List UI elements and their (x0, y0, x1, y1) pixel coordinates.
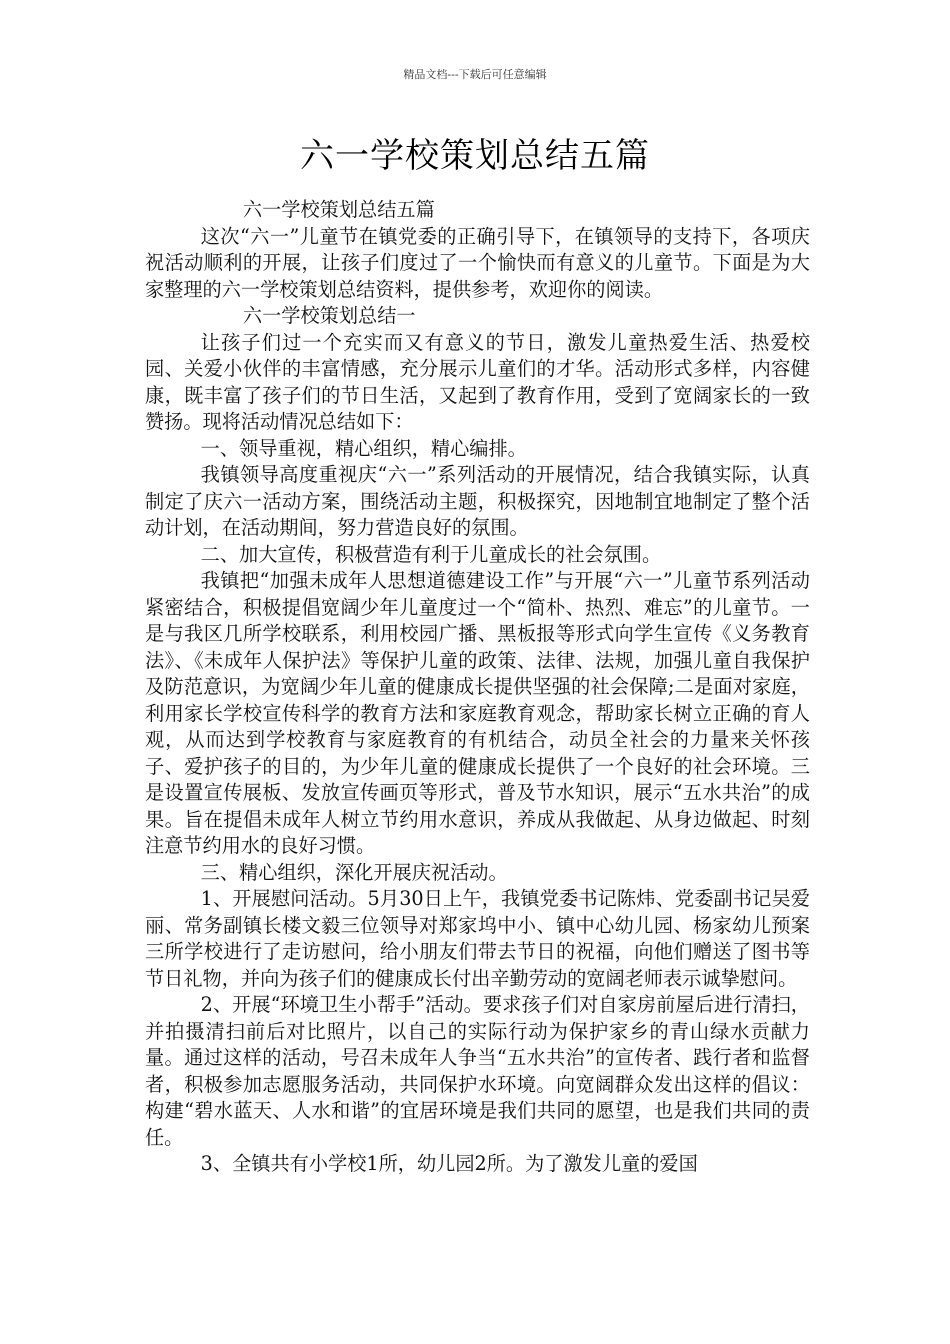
paragraph: 三、精心组织，深化开展庆祝活动。 (200, 860, 508, 884)
document-title: 六一学校策划总结五篇 (300, 136, 650, 176)
paragraph: 我镇领导高度重视庆“六一”系列活动的开展情况，结合我镇实际，认真制定了庆六一活动方案，围绕活动主题，积极探究，因地制宜地制定了整个活动计划，在活动期间，努力营造良好的氛围。 (145, 463, 810, 539)
paragraph: 2、开展“环境卫生小帮手”活动。要求孩子们对自家房前屋后进行清扫，并拍摄清扫前后对比照片，以自己的实际行动为保护家乡的青山绿水贡献力量。通过这样的活动，号召未成年人争当“五水共治”的宣传者、践行者和监督者，积极参加志愿服务活动，共同保护水环境。向宽阔群众发出这样的倡议：构建“碧水蓝天、人水和谐”的宜居环境是我们共同的愿望，也是我们共同的责任。 (145, 993, 810, 1149)
paragraph: 1、开展慰问活动。5月30日上午，我镇党委书记陈炜、党委副书记吴爱丽、常务副镇长楼文毅三位领导对郑家坞中小、镇中心幼儿园、杨家幼儿预案三所学校进行了走访慰问，给小朋友们带去节日的祝福，向他们赠送了图书等节日礼物，并向为孩子们的健康成长付出辛勤劳动的宽阔老师表示诚挚慰问。 (145, 887, 810, 990)
paragraph: 二、加大宣传，积极营造有利于儿童成长的社会氛围。 (200, 542, 662, 566)
paragraph: 这次“六一”儿童节在镇党委的正确引导下，在镇领导的支持下，各项庆祝活动顺利的开展，让孩子们度过了一个愉快而有意义的儿童节。下面是为大家整理的六一学校策划总结资料，提供参考，欢迎你的阅读。 (145, 224, 810, 301)
paragraph: 3、全镇共有小学校1所，幼儿园2所。为了激发儿童的爱国 (200, 1152, 698, 1175)
document-body (145, 197, 810, 1178)
section-heading: 六一学校策划总结一 (242, 304, 416, 327)
paragraph: 让孩子们过一个充实而又有意义的节日，激发儿童热爱生活、热爱校园、关爱小伙伴的丰富情感，充分展示儿童们的才华。活动形式多样，内容健康，既丰富了孩子们的节日生活，又起到了教育作用，受到了宽阔家长的一致赞扬。现将活动情况总结如下： (145, 330, 810, 433)
paragraph: 一、领导重视，精心组织，精心编排。 (200, 436, 527, 460)
page-header: 精品文档---下载后可任意编辑 (403, 68, 547, 81)
section-heading: 六一学校策划总结五篇 (242, 198, 435, 221)
paragraph: 我镇把“加强未成年人思想道德建设工作”与开展“六一”儿童节系列活动紧密结合，积极提倡宽阔少年儿童度过一个“简朴、热烈、难忘”的儿童节。一是与我区几所学校联系，利用校园广播、黑板报等形式向学生宣传《义务教育法》、《未成年人保护法》等保护儿童的政策、法律、法规，加强儿童自我保护及防范意识，为宽阔少年儿童的健康成长提供坚强的社会保障;二是面对家庭，利用家长学校宣传科学的教育方法和家庭教育观念，帮助家长树立正确的育人观，从而达到学校教育与家庭教育的有机结合，动员全社会的力量来关怀孩子、爱护孩子的目的，为少年儿童的健康成长提供了一个良好的社会环境。三是设置宣传展板、发放宣传画页等形式，普及节水知识，展示“五水共治”的成果。旨在提倡未成年人树立节约用水意识，养成从我做起、从身边做起、时刻注意节约用水的良好习惯。 (145, 569, 810, 857)
